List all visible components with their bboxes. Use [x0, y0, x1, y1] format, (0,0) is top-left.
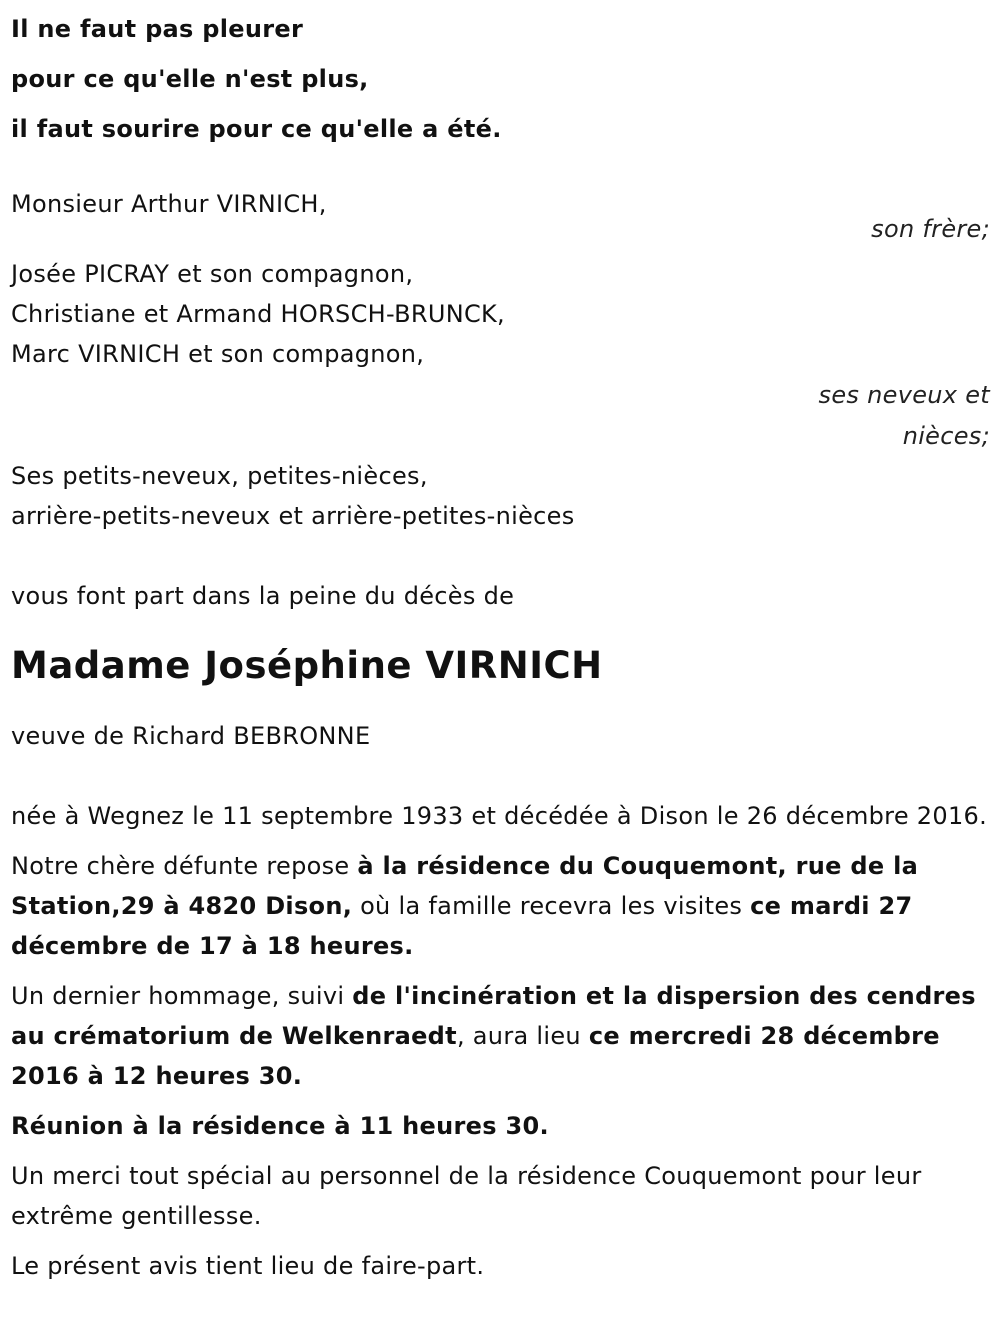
grand-nephews-block [11, 456, 990, 536]
visitation-info [11, 846, 990, 966]
visitation-text: où la famille recevra les visites [352, 892, 751, 920]
relation-label: nièces; [902, 422, 990, 450]
brother-block [11, 184, 990, 244]
quote-line: il faut sourire pour ce qu'elle a été. [11, 115, 502, 143]
ceremony-time: ce mercredi 28 décembre 2016 à 12 heures 30. [11, 1022, 940, 1090]
nephews-block [11, 254, 990, 456]
relation-label: son frère; [871, 215, 990, 243]
visitation-location: à la résidence du Couquemont, rue de la Station,29 à 4820 Dison, [11, 852, 919, 920]
family-member: Marc VIRNICH et son compagnon, [11, 340, 425, 368]
ceremony-location: de l'incinération et la dispersion des cendres au crématorium de Welkenraedt [11, 982, 976, 1050]
ceremony-text: , aura lieu [456, 1022, 589, 1050]
birth-death-dates: née à Wegnez le 11 septembre 1933 et décédée à Dison le 26 décembre 2016. [11, 802, 988, 830]
family-member: Christiane et Armand HORSCH-BRUNCK, [11, 300, 505, 328]
reunion-info [11, 1106, 990, 1146]
widow-of: veuve de Richard BEBRONNE [11, 722, 371, 750]
quote-line: pour ce qu'elle n'est plus, [11, 65, 369, 93]
deceased-name: Madame Joséphine VIRNICH [11, 644, 603, 687]
family-member: Ses petits-neveux, petites-nièces, [11, 462, 428, 490]
reunion-text: Réunion à la résidence à 11 heures 30. [11, 1112, 549, 1140]
family-member: Josée PICRAY et son compagnon, [11, 260, 414, 288]
visitation-text: Notre chère défunte repose [11, 852, 358, 880]
quote-block [11, 4, 990, 154]
visitation-time: ce mardi 27 décembre de 17 à 18 heures. [11, 892, 913, 960]
notice-text: Le présent avis tient lieu de faire-part. [11, 1252, 485, 1280]
announcement-text: vous font part dans la peine du décès de [11, 582, 515, 610]
ceremony-info [11, 976, 990, 1096]
family-member: arrière-petits-neveux et arrière-petites-nièces [11, 502, 575, 530]
ceremony-text: Un dernier hommage, suivi [11, 982, 353, 1010]
family-member: Monsieur Arthur VIRNICH, [11, 190, 327, 218]
relation-label: ses neveux et [818, 381, 990, 409]
quote-line: Il ne faut pas pleurer [11, 15, 304, 43]
thanks-text: Un merci tout spécial au personnel de la résidence Couquemont pour leur extrême gentillesse. [11, 1162, 922, 1230]
